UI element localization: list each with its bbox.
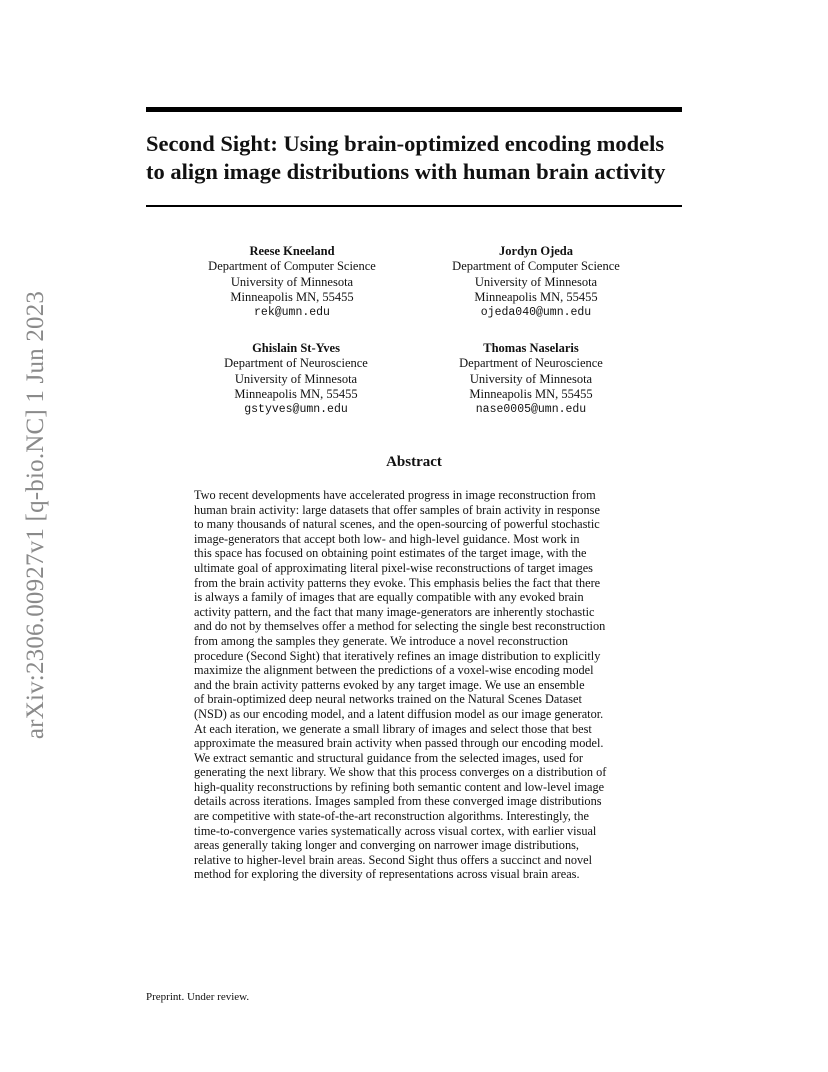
title-line: to align image distributions with human brain activity (146, 159, 666, 184)
author-university: University of Minnesota (234, 371, 358, 386)
author-department: Department of Computer Science (208, 259, 376, 274)
author-name: Thomas Naselaris (483, 341, 579, 355)
abstract-line: relative to higher-level brain areas. Second Sight thus offers a succinct and novel (194, 852, 593, 867)
author-email[interactable]: ojeda040@umn.edu (480, 306, 592, 320)
abstract-line: procedure (Second Sight) that iteratively refines an image distribution to explicitly (194, 648, 601, 663)
abstract-line: time-to-convergence varies systematically across visual cortex, with earlier visual (194, 823, 597, 838)
author-university: University of Minnesota (230, 274, 354, 289)
abstract-line: maximize the alignment between the predictions of a voxel-wise encoding model (194, 663, 594, 678)
abstract-line: activity pattern, and the fact that many image-generators are inherently stochastic (194, 604, 595, 619)
abstract-line: and do not by themselves offer a method for selecting the single best reconstruction (194, 619, 606, 634)
abstract-line: from among the samples they generate. We introduce a novel reconstruction (194, 633, 569, 648)
abstract-line: high-quality reconstructions by refining both semantic content and low-level image (194, 779, 605, 794)
abstract-line: areas generally taking longer and converging on narrower image distributions, (194, 838, 579, 853)
abstract-line: Two recent developments have accelerated progress in image reconstruction from (194, 488, 596, 502)
title-line: Second Sight: Using brain-optimized encoding models (146, 131, 665, 156)
paper-title (146, 130, 706, 186)
author-address: Minneapolis MN, 55455 (469, 386, 593, 401)
author-email[interactable]: rek@umn.edu (254, 306, 330, 320)
abstract-line: details across iterations. Images sampled from these converged image distributions (194, 794, 602, 809)
author-department: Department of Neuroscience (224, 356, 368, 371)
abstract-line: and the brain activity patterns evoked by any target image. We use an ensemble (194, 677, 585, 692)
abstract-line: ultimate goal of approximating literal pixel-wise reconstructions of target images (194, 560, 593, 575)
author-name: Jordyn Ojeda (499, 244, 573, 258)
abstract-line: At each iteration, we generate a small library of images and select those that best (194, 721, 592, 736)
author-address: Minneapolis MN, 55455 (234, 386, 358, 401)
author-block-st-yves (176, 341, 416, 417)
author-department: Department of Computer Science (452, 259, 620, 274)
abstract-line: is always a family of images that are equally compatible with any evoked brain (194, 590, 584, 605)
abstract-line: generating the next library. We show that this process converges on a distribution of (194, 765, 607, 780)
footer-note: Preprint. Under review. (146, 991, 250, 1003)
author-block-ojeda (416, 244, 656, 320)
author-block-naselaris (411, 341, 651, 417)
author-email[interactable]: gstyves@umn.edu (244, 403, 348, 417)
abstract-line: of brain-optimized deep neural networks trained on the Natural Scenes Dataset (194, 692, 582, 707)
author-name: Ghislain St-Yves (252, 341, 340, 355)
abstract-line: approximate the measured brain activity when passed through our encoding model. (194, 736, 604, 751)
author-department: Department of Neuroscience (459, 356, 603, 371)
author-block-kneeland (172, 244, 412, 320)
abstract-heading: Abstract (386, 454, 442, 470)
author-address: Minneapolis MN, 55455 (474, 289, 598, 304)
abstract-line: to many thousands of natural scenes, and the open-sourcing of powerful stochastic (194, 517, 600, 532)
author-email[interactable]: nase0005@umn.edu (475, 403, 587, 417)
abstract-line: this space has focused on obtaining point estimates of the target image, with the (194, 546, 587, 561)
title-rule-top (146, 107, 682, 112)
author-university: University of Minnesota (474, 274, 598, 289)
abstract-line: image-generators that accept both low- and high-level guidance. Most work in (194, 531, 580, 546)
title-rule-bottom (146, 205, 682, 207)
arxiv-identifier: arXiv:2306.00927v1 [q-bio.NC] 1 Jun 2023 (22, 290, 49, 740)
author-name: Reese Kneeland (249, 244, 335, 258)
author-university: University of Minnesota (469, 371, 593, 386)
abstract-line: are competitive with state-of-the-art reconstruction algorithms. Interestingly, the (194, 809, 589, 824)
author-address: Minneapolis MN, 55455 (230, 289, 354, 304)
abstract-line: method for exploring the diversity of representations across visual brain areas. (194, 867, 580, 882)
abstract-body (194, 488, 634, 882)
abstract-line: (NSD) as our encoding model, and a latent diffusion model as our image generator. (194, 706, 604, 721)
abstract-line: We extract semantic and structural guidance from the selected images, used for (194, 750, 583, 765)
abstract-line: human brain activity: large datasets that offer samples of brain activity in response (194, 502, 600, 517)
abstract-line: from the brain activity patterns they evoke. This emphasis belies the fact that there (194, 575, 601, 590)
